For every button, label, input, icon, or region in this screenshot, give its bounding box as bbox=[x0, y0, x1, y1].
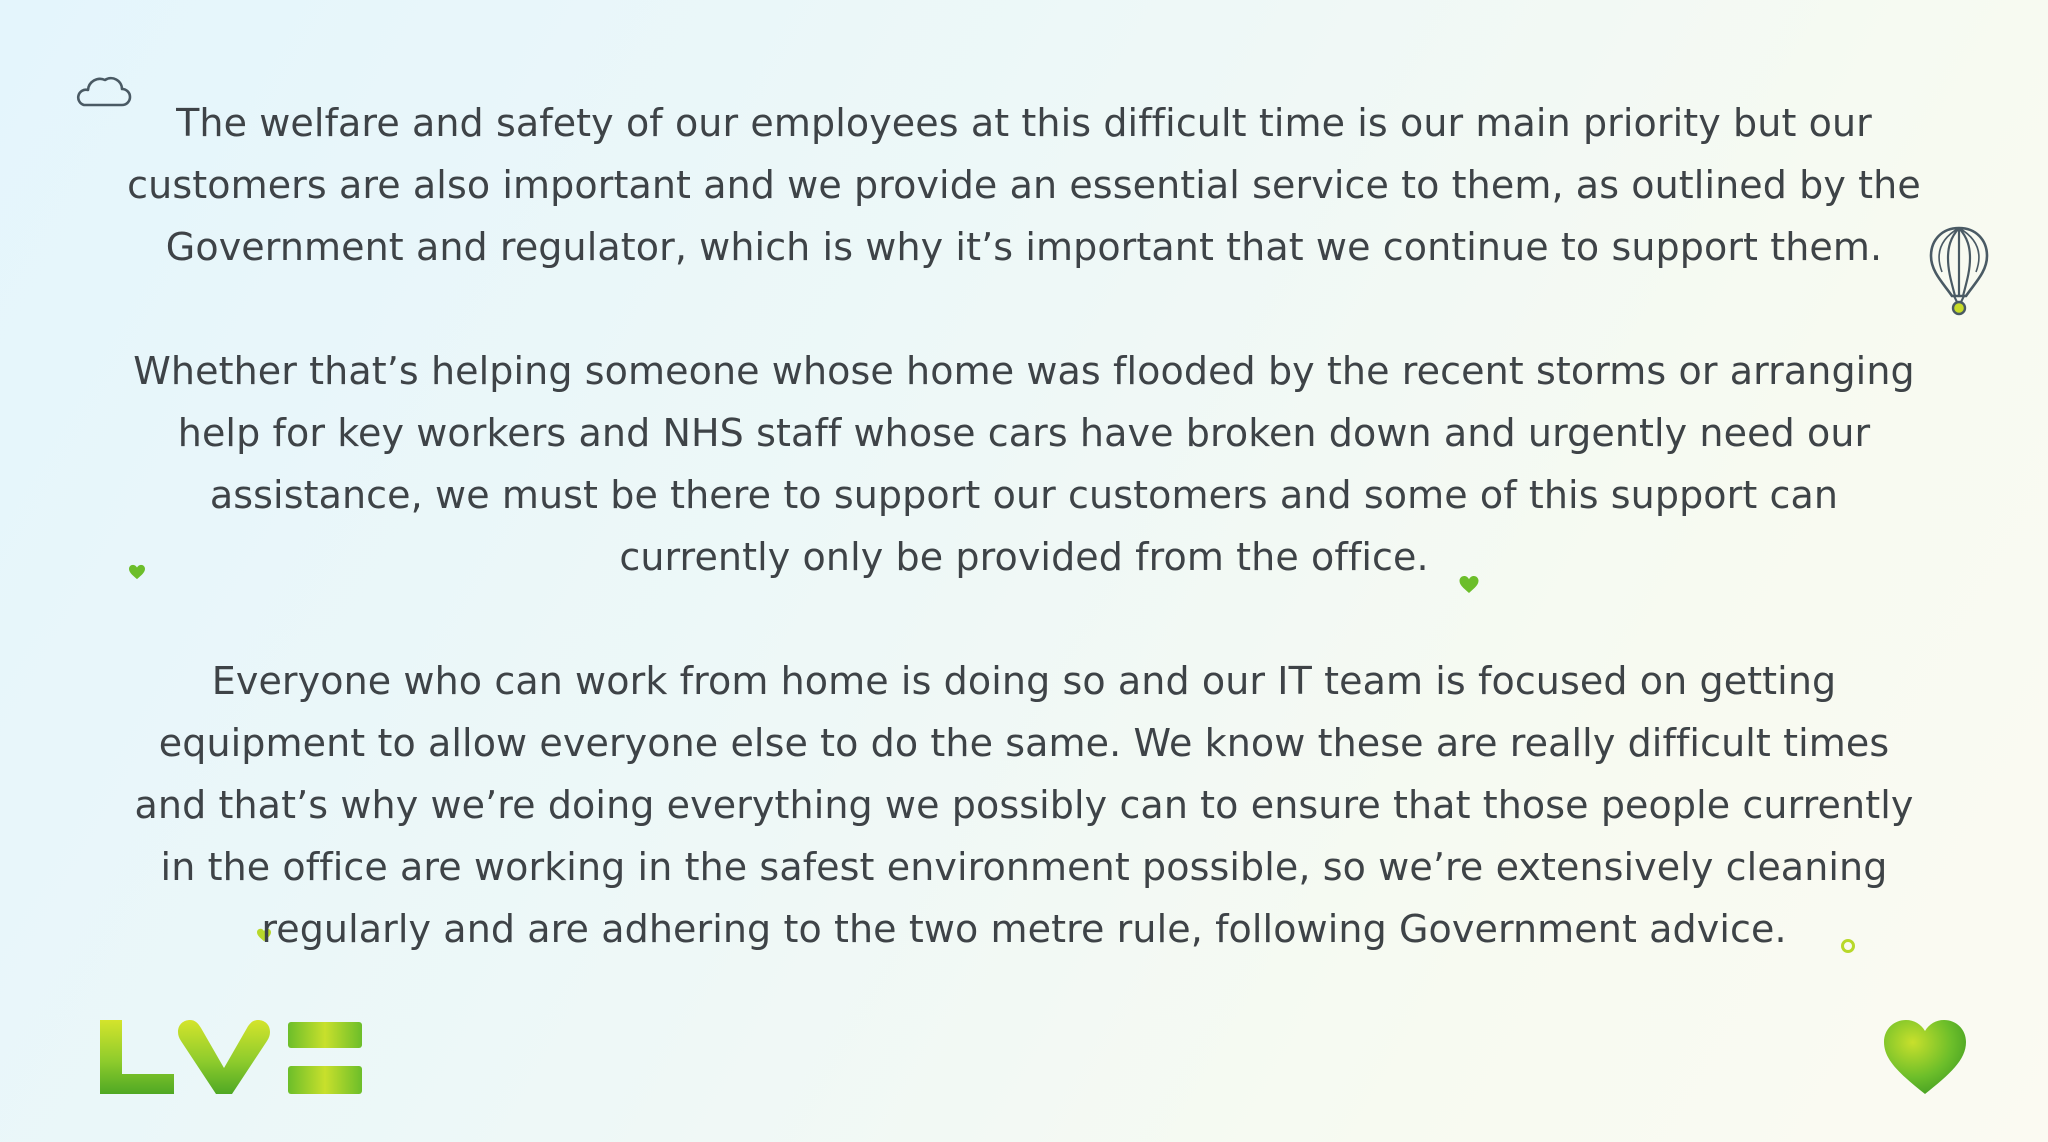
heart-icon bbox=[1882, 1018, 1968, 1096]
paragraph-safety: Everyone who can work from home is doing so and our IT team is focused on getting equipment to allow everyone else to do the same. We know these are really difficult times and that’s why we’re doing everything we possibly can to ensure that those people currently in the office are working in the safest environment possible, so we’re extensively cleaning regularly and are adhering to the two metre rule, following Government advice. bbox=[134, 659, 1914, 951]
hot-air-balloon-icon bbox=[1928, 226, 1990, 318]
lv-logo bbox=[100, 1020, 362, 1096]
paragraph-priority: The welfare and safety of our employees at this difficult time is our main priority but our customers are also important and we provide an essential service to them, as outlined by the Government and regulator, which is why it’s important that we continue to support them. bbox=[127, 101, 1921, 269]
message-body bbox=[120, 92, 1928, 960]
paragraph-support: Whether that’s helping someone whose home was flooded by the recent storms or arranging help for key workers and NHS staff whose cars have broken down and urgently need our assistance, we must be there to support our customers and some of this support can currently only be provided from the office. bbox=[133, 349, 1915, 579]
